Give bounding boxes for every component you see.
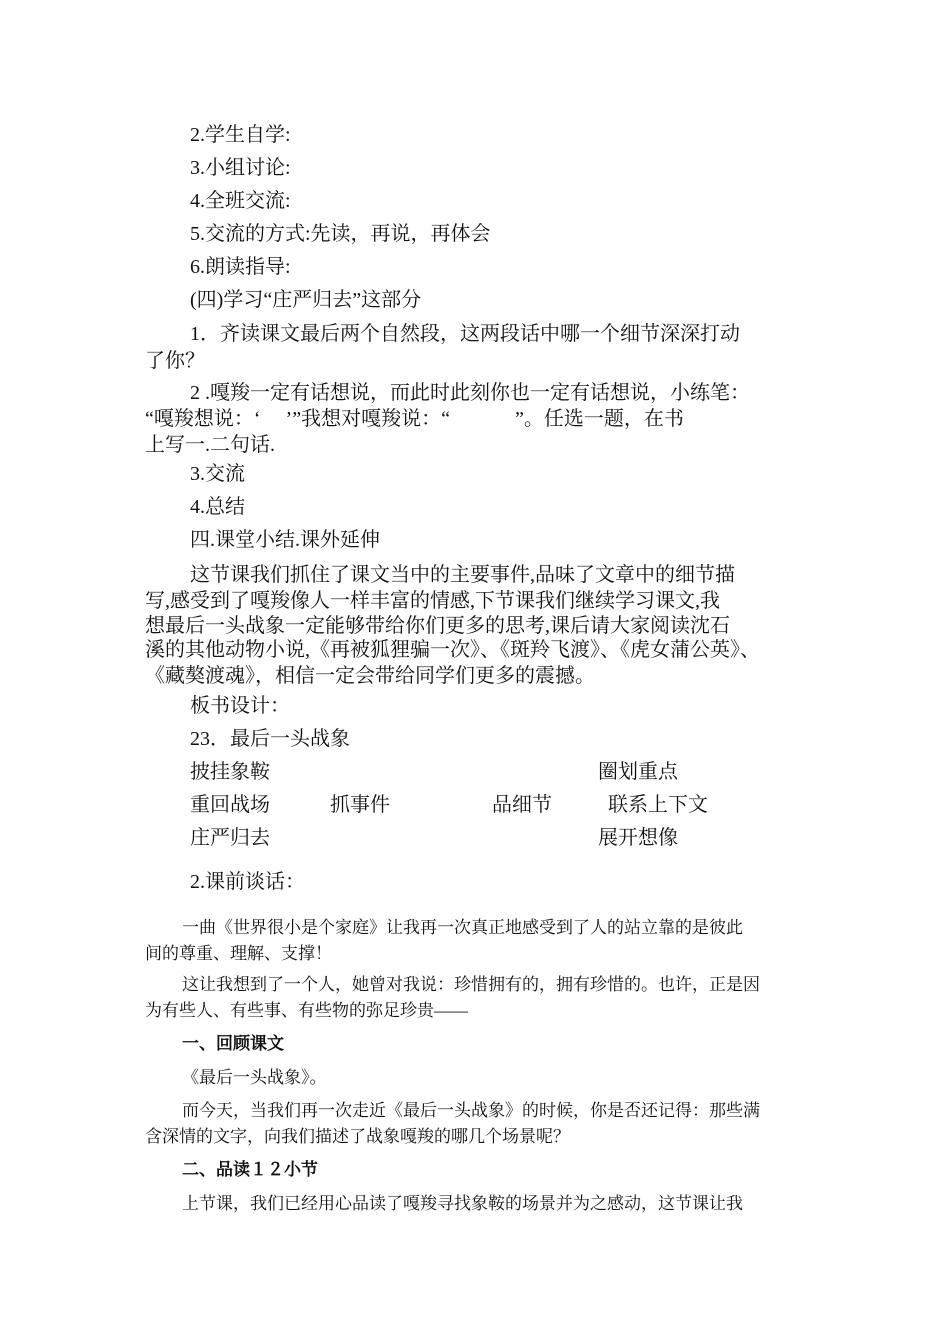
list-item-class-exchange: 4.全班交流:	[190, 190, 291, 212]
paragraph-line: 而今天，当我们再一次走近《最后一头战象》的时候，你是否还记得：那些满	[182, 1101, 760, 1121]
board-cell: 抓事件	[330, 794, 390, 816]
question-1-line-2: 了你？	[145, 350, 205, 372]
heading-review-text: 一、回顾课文	[182, 1034, 284, 1054]
summary-line: 想最后一头战象一定能够带给你们更多的思考,课后请大家阅读沈石	[145, 615, 730, 637]
summary-line: 溪的其他动物小说,《再被狐狸骗一次》、《斑羚飞渡》、《虎女蒲公英》、	[145, 639, 760, 661]
section-heading-four: (四)学习“庄严归去”这部分	[190, 289, 422, 311]
board-cell: 联系上下文	[608, 794, 708, 816]
board-title: 23．最后一头战象	[190, 728, 350, 750]
list-item-group-discussion: 3.小组讨论:	[190, 157, 291, 179]
summary-line: 《藏獒渡魂》，相信一定会带给同学们更多的震撼。	[145, 665, 595, 687]
list-item-exchange-method: 5.交流的方式:先读，再说，再体会	[190, 223, 491, 245]
board-cell: 披挂象鞍	[190, 761, 270, 783]
section-heading-class-summary: 四.课堂小结.课外延伸	[190, 529, 380, 551]
heading-read-sections: 二、品读１２小节	[182, 1160, 318, 1180]
board-cell: 圈划重点	[598, 761, 678, 783]
question-2-line-3: 上写一.二句话.	[145, 434, 275, 456]
board-design-label: 板书设计：	[190, 695, 290, 717]
summary-line: 写,感受到了嘎羧像人一样丰富的情感,下节课我们继续学习课文,我	[145, 590, 720, 612]
paragraph-line: 上节课，我们已经用心品读了嘎羧寻找象鞍的场景并为之感动，这节课让我	[182, 1194, 743, 1214]
list-item-exchange: 3.交流	[190, 463, 245, 485]
summary-line: 这节课我们抓住了课文当中的主要事件,品味了文章中的细节描	[190, 564, 735, 586]
board-cell: 品细节	[492, 794, 552, 816]
board-cell: 庄严归去	[190, 827, 270, 849]
book-title: 《最后一头战象》。	[182, 1068, 327, 1088]
paragraph-line: 为有些人、有些事、有些物的弥足珍贵——	[145, 1001, 468, 1020]
list-item-summary: 4.总结	[190, 496, 245, 518]
paragraph-line: 含深情的文字，向我们描述了战象嘎羧的哪几个场景呢？	[145, 1127, 570, 1147]
board-cell: 重回战场	[190, 794, 270, 816]
question-1-line-1: 1．齐读课文最后两个自然段，这两段话中哪一个细节深深打动	[190, 323, 740, 345]
list-item-reading-guidance: 6.朗读指导:	[190, 256, 291, 278]
pre-class-talk-heading: 2.课前谈话：	[190, 871, 305, 893]
paragraph-line: 一曲《世界很小是个家庭》让我再一次真正地感受到了人的站立靠的是彼此	[182, 918, 743, 937]
paragraph-line: 间的尊重、理解、支撑！	[145, 944, 332, 963]
question-2-line-2: “嘎羧想说：‘ ’”我想对嘎羧说：“ ”。任选一题，在书	[145, 408, 684, 430]
paragraph-line: 这让我想到了一个人，她曾对我说：珍惜拥有的，拥有珍惜的。也许，正是因	[182, 975, 760, 994]
list-item-self-study: 2.学生自学:	[190, 124, 291, 146]
question-2-line-1: 2 .嘎羧一定有话想说，而此时此刻你也一定有话想说，小练笔：	[190, 382, 750, 404]
board-cell: 展开想像	[598, 827, 678, 849]
